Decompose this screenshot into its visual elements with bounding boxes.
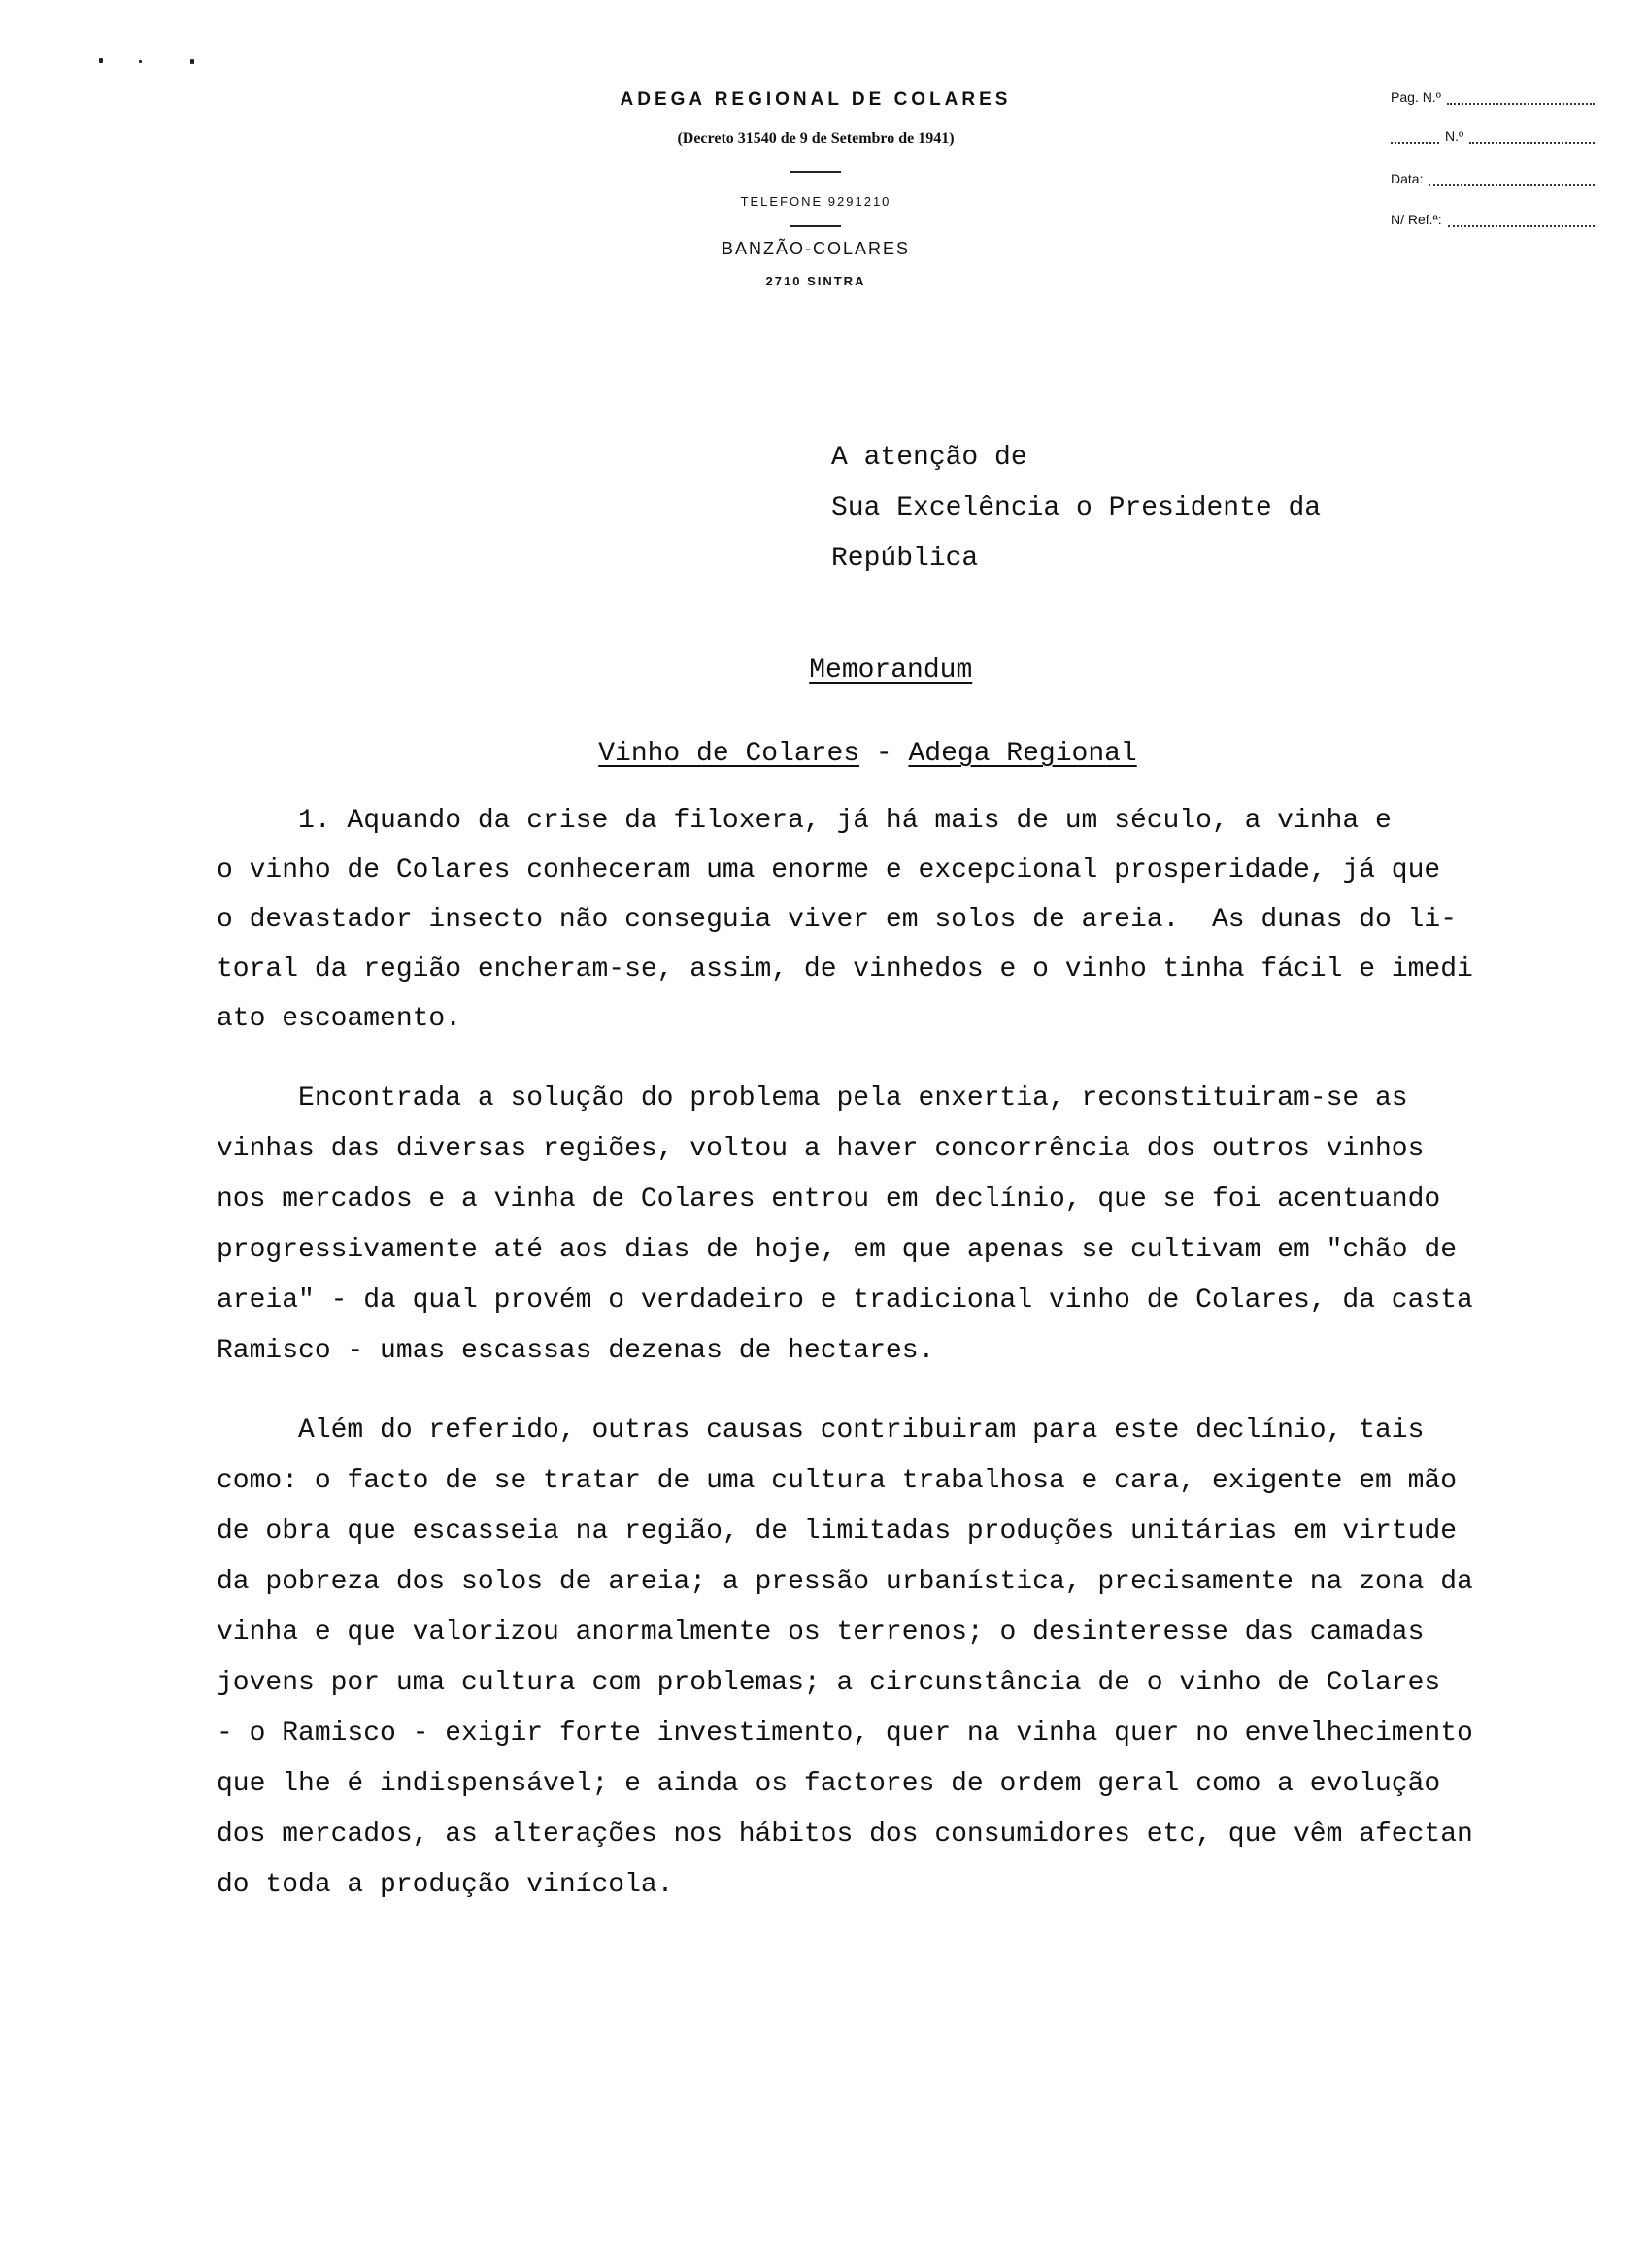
body-line: Encontrada a solução do problema pela enxertia, reconstituiram-se as — [217, 1084, 1408, 1114]
body-line: do toda a produção vinícola. — [217, 1870, 674, 1900]
ref-number-blank — [1469, 130, 1595, 144]
letterhead-postal: 2710 SINTRA — [765, 274, 866, 288]
address-line: A atenção de — [831, 443, 1027, 473]
ink-speck — [139, 60, 142, 63]
letterhead-phone: TELEFONE 9291210 — [740, 194, 891, 209]
ref-page-number — [1391, 89, 1595, 105]
ref-page-number-blank — [1447, 91, 1595, 105]
body-line: vinha e que valorizou anormalmente os terrenos; o desinteresse das camadas — [217, 1618, 1425, 1648]
ref-our-reference — [1391, 212, 1595, 227]
subject-part-2: Adega Regional — [908, 739, 1137, 769]
body-line: o vinho de Colares conheceram uma enorme e excepcional prosperidade, já que — [217, 855, 1441, 885]
letterhead-place: BANZÃO-COLARES — [721, 239, 911, 258]
letterhead-decree: (Decreto 31540 de 9 de Setembro de 1941) — [677, 130, 955, 147]
address-line: Sua Excelência o Presidente da — [831, 493, 1322, 523]
subject-separator: - — [859, 739, 909, 769]
body-line: ato escoamento. — [217, 1004, 462, 1034]
body-line: areia" - da qual provém o verdadeiro e tradicional vinho de Colares, da casta — [217, 1285, 1473, 1316]
subject-part-1: Vinho de Colares — [598, 739, 860, 769]
subject-line — [533, 709, 1137, 799]
ink-speck — [190, 59, 194, 64]
ref-our-reference-blank — [1448, 214, 1595, 227]
ref-date-blank — [1429, 173, 1595, 186]
memorandum-title-text: Memorandum — [809, 655, 973, 685]
letterhead-divider — [790, 225, 841, 227]
body-line: de obra que escasseia na região, de limitadas produções unitárias em virtude — [217, 1517, 1458, 1547]
body-line: jovens por uma cultura com problemas; a circunstância de o vinho de Colares — [217, 1668, 1441, 1698]
body-line: toral da região encheram-se, assim, de vinhedos e o vinho tinha fácil e imedi — [217, 954, 1473, 984]
ref-page-number-label: Pag. N.º — [1391, 89, 1441, 105]
body-line: 1. Aquando da crise da filoxera, já há mais de um século, a vinha e — [217, 806, 1392, 836]
body-line: - o Ramisco - exigir forte investimento, quer na vinha quer no envelhecimento — [217, 1718, 1473, 1749]
letterhead-name: ADEGA REGIONAL DE COLARES — [620, 89, 1012, 110]
body-line: Além do referido, outras causas contribuiram para este declínio, tais — [217, 1416, 1425, 1446]
ref-our-reference-label: N/ Ref.ª: — [1391, 212, 1442, 227]
body-line: o devastador insecto não conseguia viver em solos de areia. As dunas do li- — [217, 905, 1458, 935]
address-line: República — [831, 544, 979, 574]
ref-date-label: Data: — [1391, 171, 1424, 186]
body-line: vinhas das diversas regiões, voltou a haver concorrência dos outros vinhos — [217, 1134, 1425, 1164]
ink-speck — [99, 58, 103, 63]
ref-date — [1391, 171, 1595, 186]
memorandum-title — [744, 625, 972, 716]
body-line: como: o facto de se tratar de uma cultura trabalhosa e cara, exigente em mão — [217, 1466, 1458, 1496]
body-line: dos mercados, as alterações nos hábitos dos consumidores etc, que vêm afectan — [217, 1819, 1473, 1850]
letterhead-divider — [790, 171, 841, 173]
ref-number — [1391, 128, 1595, 144]
body-line: nos mercados e a vinha de Colares entrou em declínio, que se foi acentuando — [217, 1184, 1441, 1215]
ref-number-blank-prefix — [1391, 130, 1439, 144]
ref-number-label: N.º — [1445, 128, 1464, 144]
body-line: Ramisco - umas escassas dezenas de hectares. — [217, 1336, 935, 1366]
body-line: da pobreza dos solos de areia; a pressão urbanística, precisamente na zona da — [217, 1567, 1473, 1597]
body-line: que lhe é indispensável; e ainda os factores de ordem geral como a evolução — [217, 1769, 1441, 1799]
body-line: progressivamente até aos dias de hoje, em que apenas se cultivam em "chão de — [217, 1235, 1458, 1265]
